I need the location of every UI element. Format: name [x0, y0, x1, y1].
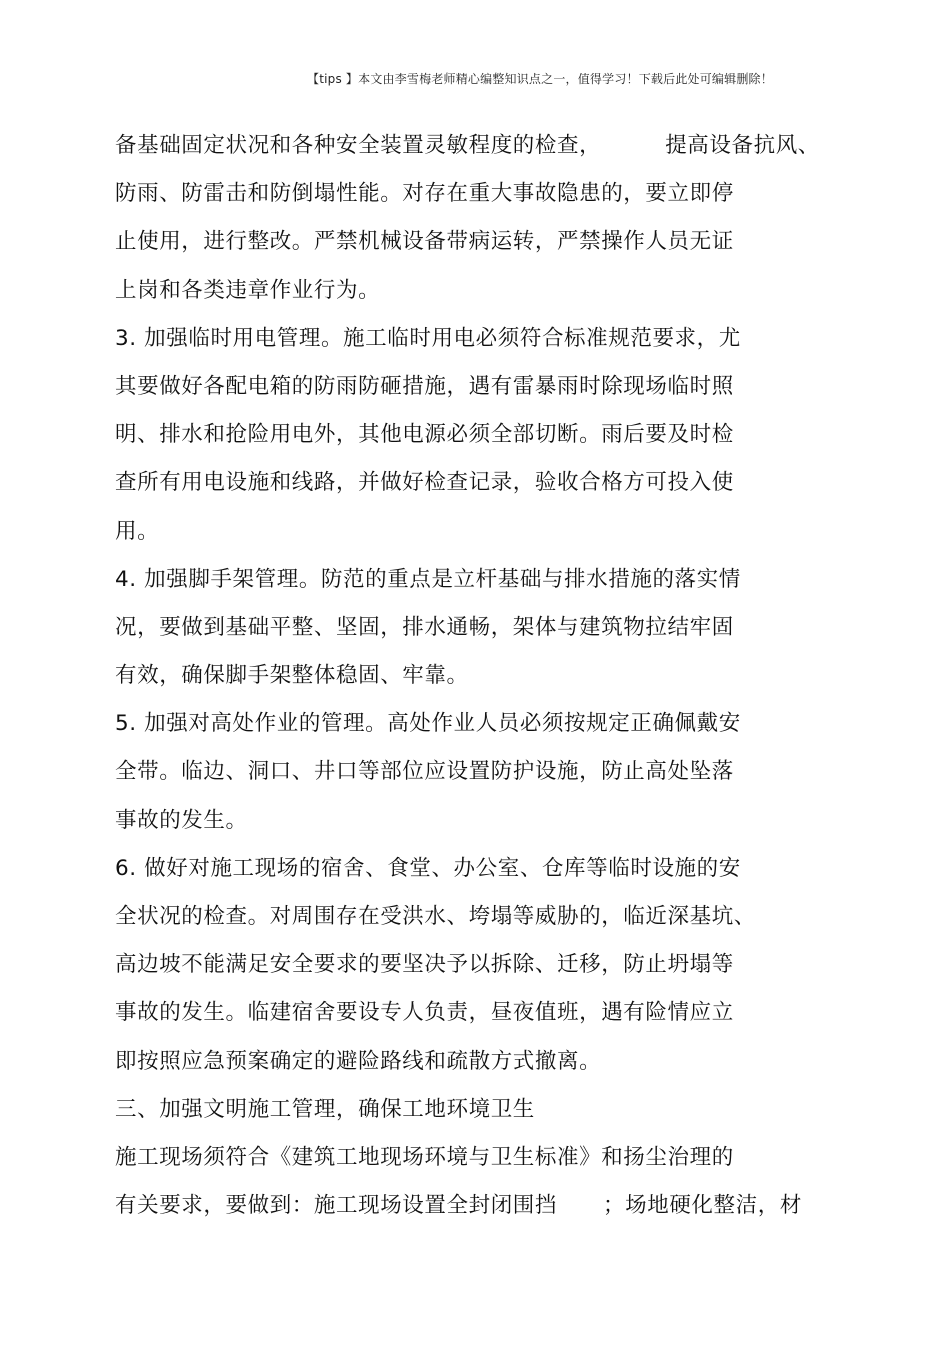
text-segment: 全状况的检查。对周围存在受洪水、垮塌等威胁的，临近深基坑、 [115, 904, 756, 929]
text-segment: 高边坡不能满足安全要求的要坚决予以拆除、迁移，防止坍塌等 [115, 952, 734, 978]
text-line [115, 411, 825, 459]
text-segment: 明、排水和抢险用电外，其他电源必须全部切断。雨后要及时检 [115, 422, 734, 448]
text-segment: 6. 做好对施工现场的宿舍、食堂、办公室、仓库等临时设施的安 [115, 855, 741, 881]
text-line [115, 508, 825, 556]
text-segment: 上岗和各类违章作业行为。 [115, 277, 381, 303]
text-line [115, 459, 825, 507]
text-line [115, 604, 825, 652]
text-segment: 4. 加强脚手架管理。防范的重点是立杆基础与排水措施的落实情 [115, 566, 741, 592]
header-tip: 【tips 】本文由李雪梅老师精心编整知识点之一，值得学习！下载后此处可编辑删除！ [307, 72, 773, 86]
text-segment: 全带。临边、洞口、井口等部位应设置防护设施，防止高处坠落 [115, 759, 734, 785]
text-line [115, 893, 825, 941]
text-line [115, 700, 825, 748]
text-line [115, 989, 825, 1037]
section-heading [115, 1086, 825, 1134]
text-segment: 事故的发生。 [115, 807, 248, 833]
text-line [115, 1182, 825, 1230]
text-segment: 防雨、防雷击和防倒塌性能。对存在重大事故隐患的，要立即停 [115, 181, 734, 207]
text-line [115, 267, 825, 315]
text-segment: 事故的发生。临建宿舍要设专人负责，昼夜值班，遇有险情应立 [115, 1000, 734, 1026]
text-line [115, 170, 825, 218]
text-line [115, 845, 825, 893]
text-segment: 有效，确保脚手架整体稳固、牢靠。 [115, 663, 469, 689]
text-line [115, 363, 825, 411]
text-line [115, 315, 825, 363]
text-segment: ；场地硬化整洁，材 [603, 1193, 802, 1219]
text-segment: 施工现场须符合《建筑工地现场环境与卫生标准》和扬尘治理的 [115, 1144, 734, 1170]
text-segment: 其要做好各配电箱的防雨防砸措施，遇有雷暴雨时除现场临时照 [115, 373, 734, 399]
text-line [115, 218, 825, 266]
text-segment: 即按照应急预案确定的避险路线和疏散方式撤离。 [115, 1048, 602, 1074]
text-segment: 三、加强文明施工管理，确保工地环境卫生 [115, 1096, 535, 1122]
text-line [115, 1038, 825, 1086]
text-segment: 5. 加强对高处作业的管理。高处作业人员必须按规定正确佩戴安 [115, 711, 741, 737]
text-line [115, 1134, 825, 1182]
text-segment: 况，要做到基础平整、坚固，排水通畅，架体与建筑物拉结牢固 [115, 614, 734, 640]
text-segment: 提高设备抗风、 [665, 133, 820, 158]
text-line [115, 748, 825, 796]
text-segment: 备基础固定状况和各种安全装置灵敏程度的检查， [115, 133, 602, 158]
text-segment: 有关要求，要做到：施工现场设置全封闭围挡 [115, 1193, 558, 1219]
document-body [115, 122, 825, 1230]
text-line [115, 797, 825, 845]
text-segment: 查所有用电设施和线路，并做好检查记录，验收合格方可投入使 [115, 470, 734, 496]
text-segment: 用。 [115, 518, 160, 544]
text-line [115, 652, 825, 700]
text-line [115, 556, 825, 604]
text-line [115, 941, 825, 989]
text-segment: 止使用，进行整改。严禁机械设备带病运转，严禁操作人员无证 [115, 229, 734, 255]
text-line [115, 122, 825, 170]
text-segment: 3. 加强临时用电管理。施工临时用电必须符合标准规范要求，尤 [115, 325, 741, 351]
